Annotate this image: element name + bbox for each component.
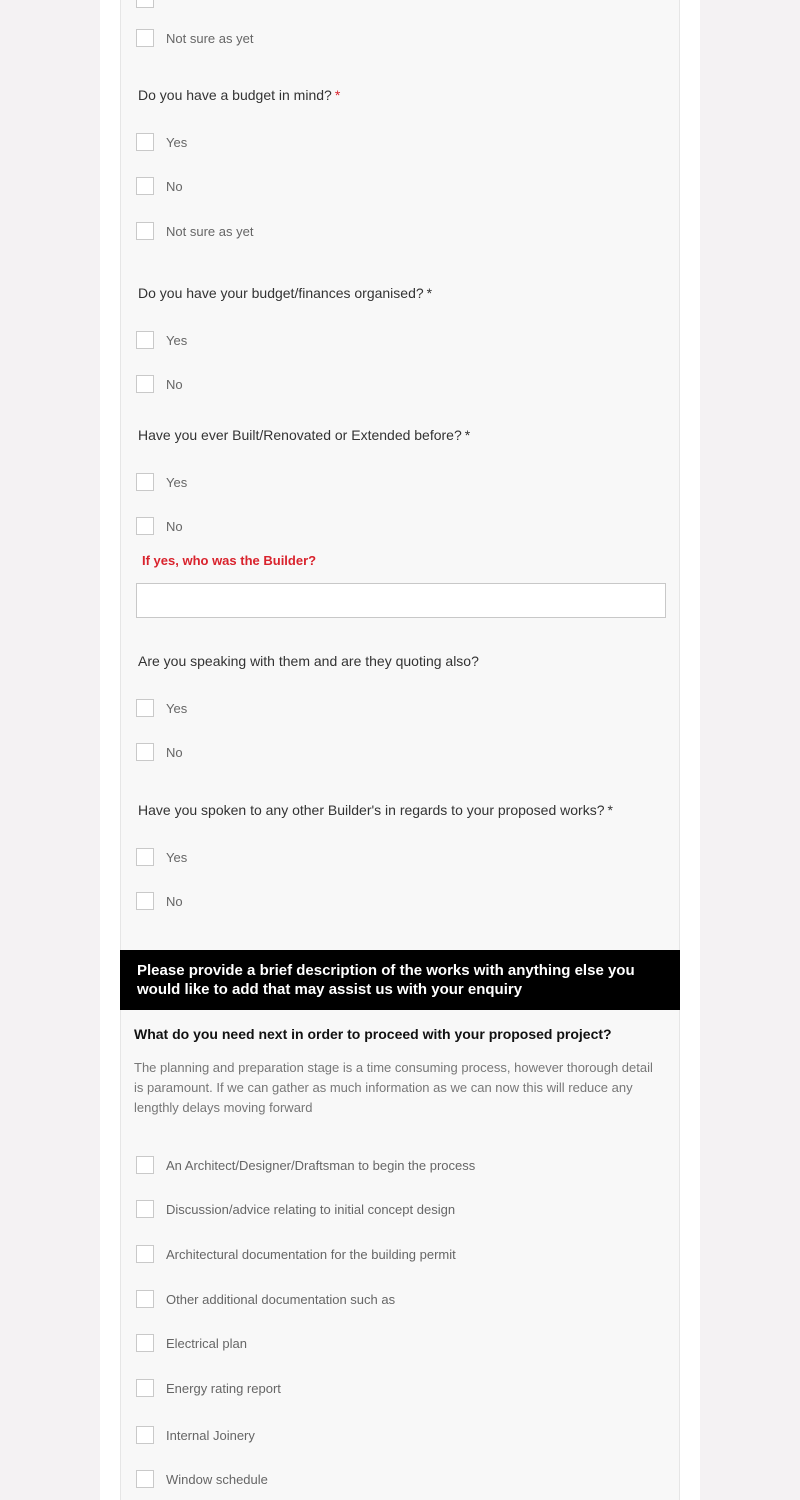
checkbox-label: Yes	[166, 700, 188, 716]
checkbox[interactable]	[136, 892, 154, 910]
option-budget-yes[interactable]	[136, 132, 187, 152]
option-quoting-no[interactable]	[136, 742, 183, 762]
checkbox-label: Not sure as yet	[166, 30, 254, 46]
checkbox[interactable]	[136, 517, 154, 535]
option-architect[interactable]	[136, 1155, 475, 1175]
question-next-steps: What do you need next in order to proceed with your proposed project?	[134, 1026, 612, 1042]
option-energy-rating[interactable]	[136, 1378, 281, 1398]
checkbox[interactable]	[136, 0, 154, 8]
option-internal-joinery[interactable]	[136, 1425, 255, 1445]
option-quoting-yes[interactable]	[136, 698, 187, 718]
required-asterisk: *	[334, 87, 341, 103]
checkbox-label: An Architect/Designer/Draftsman to begin the process	[166, 1157, 476, 1173]
checkbox[interactable]	[136, 1470, 154, 1488]
required-asterisk: *	[607, 802, 613, 818]
question-label: Have you spoken to any other Builder's in regards to your proposed works?	[138, 802, 605, 818]
checkbox-label: Discussion/advice relating to initial concept design	[166, 1201, 456, 1217]
checkbox-label: Internal Joinery	[166, 1427, 255, 1443]
checkbox[interactable]	[136, 133, 154, 151]
question-other-builders	[138, 802, 613, 818]
option-other-builders-no[interactable]	[136, 891, 183, 911]
question-label: Do you have your budget/finances organised?	[138, 285, 424, 301]
checkbox-label: Yes	[166, 474, 188, 490]
checkbox[interactable]	[136, 1426, 154, 1444]
checkbox[interactable]	[136, 1245, 154, 1263]
checkbox-label: No	[166, 893, 183, 909]
builder-name-label: If yes, who was the Builder?	[142, 553, 317, 568]
checkbox[interactable]	[136, 29, 154, 47]
checkbox-label: No	[166, 376, 183, 392]
checkbox-label: No	[166, 744, 183, 760]
option-other-builders-yes[interactable]	[136, 847, 187, 867]
checkbox[interactable]	[136, 473, 154, 491]
required-asterisk: *	[426, 285, 433, 301]
checkbox-label: Architectural documentation for the building permit	[166, 1246, 456, 1262]
checkbox[interactable]	[136, 1334, 154, 1352]
checkbox[interactable]	[136, 743, 154, 761]
checkbox[interactable]	[136, 331, 154, 349]
checkbox-label: Yes	[166, 134, 188, 150]
question-finances-organised	[138, 285, 432, 301]
question-label: Have you ever Built/Renovated or Extended before?	[138, 427, 462, 443]
checkbox[interactable]	[136, 1290, 154, 1308]
checkbox[interactable]	[136, 699, 154, 717]
option-finances-yes[interactable]	[136, 330, 187, 350]
checkbox-label: Other additional documentation such as	[166, 1291, 396, 1307]
option-finances-no[interactable]	[136, 374, 183, 394]
checkbox-label: Yes	[166, 332, 188, 348]
option-built-yes[interactable]	[136, 472, 187, 492]
option-window-schedule[interactable]	[136, 1469, 268, 1489]
question-label: Are you speaking with them and are they quoting also?	[138, 653, 479, 669]
builder-name-input[interactable]	[136, 583, 666, 618]
checkbox-label: No	[166, 518, 183, 534]
checkbox-label: Window schedule	[166, 1471, 268, 1487]
question-help-text: The planning and preparation stage is a time consuming process, however thorough detail is paramount. If we can gather as much information as we can now this will reduce any lengthly delays moving forward	[134, 1060, 653, 1115]
question-speaking-quoting	[138, 653, 479, 669]
checkbox-label: Yes	[166, 849, 188, 865]
question-built-before	[138, 427, 470, 443]
option-electrical-plan[interactable]	[136, 1333, 247, 1353]
question-label: Do you have a budget in mind?	[138, 87, 332, 103]
checkbox-label: Energy rating report	[166, 1380, 281, 1396]
checkbox-label: Electrical plan	[166, 1335, 247, 1351]
question-budget-in-mind	[138, 87, 340, 103]
section-banner: Please provide a brief description of the works with anything else you would like to add that may assist us with your enquiry	[120, 950, 680, 1010]
checkbox-option[interactable]	[136, 28, 253, 48]
option-additional-documentation[interactable]	[136, 1289, 395, 1309]
option-built-no[interactable]	[136, 516, 183, 536]
checkbox-label: No	[166, 178, 183, 194]
option-budget-no[interactable]	[136, 176, 183, 196]
option-budget-not-sure[interactable]	[136, 221, 253, 241]
checkbox[interactable]	[136, 177, 154, 195]
checkbox-label: Not sure as yet	[166, 223, 254, 239]
checkbox[interactable]	[136, 848, 154, 866]
required-asterisk: *	[464, 427, 471, 443]
option-concept-advice[interactable]	[136, 1199, 455, 1219]
checkbox[interactable]	[136, 1200, 154, 1218]
checkbox[interactable]	[136, 375, 154, 393]
option-permit-documentation[interactable]	[136, 1244, 456, 1264]
checkbox[interactable]	[136, 1379, 154, 1397]
checkbox[interactable]	[136, 1156, 154, 1174]
checkbox[interactable]	[136, 222, 154, 240]
